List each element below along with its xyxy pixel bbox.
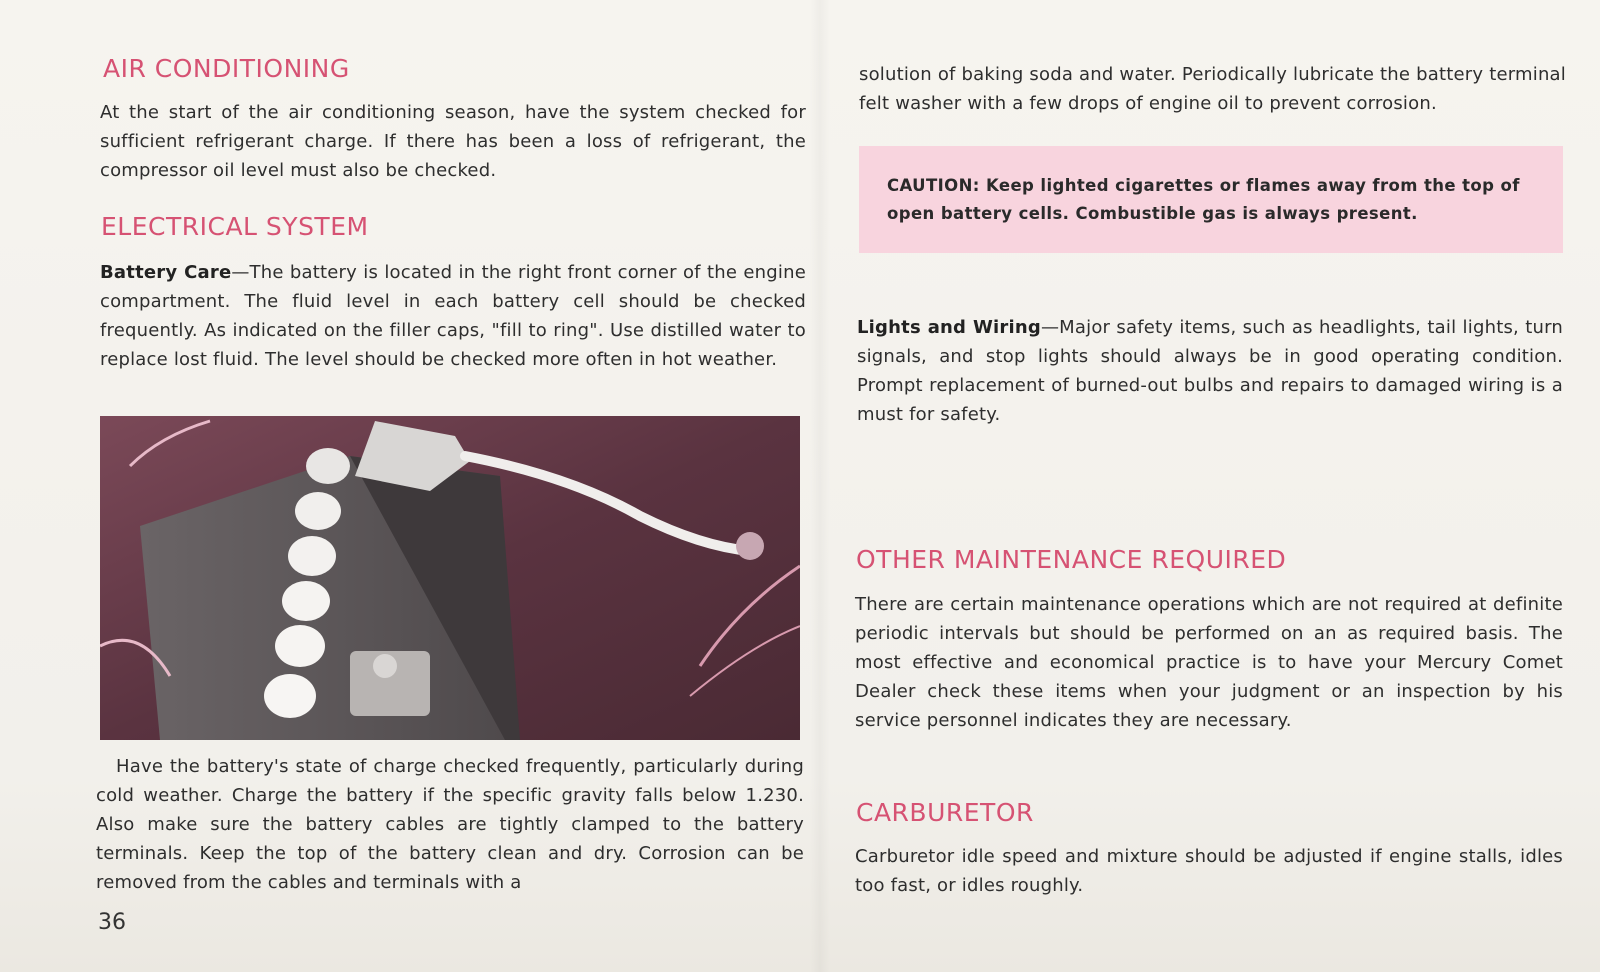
battery-continuation-text: solution of baking soda and water. Periodically lubricate the battery terminal felt washer with a few drops of engine oil to prevent corrosion. xyxy=(859,64,1566,114)
carburetor-text: Carburetor idle speed and mixture should be adjusted if engine stalls, idles too fast, or idles roughly. xyxy=(855,846,1563,896)
heading-electrical-system: ELECTRICAL SYSTEM xyxy=(101,212,369,241)
page-fold xyxy=(810,0,830,972)
caution-box xyxy=(859,146,1563,253)
lights-wiring-text xyxy=(857,313,1563,429)
caution-label: CAUTION: xyxy=(887,176,980,195)
battery-photo xyxy=(100,416,800,740)
other-maintenance-text: There are certain maintenance operations which are not required at definite periodic intervals but should be performed on an as required basis. The most effective and economical practice is to have your Mercury Comet Dealer check these items when your judgment or an inspection by his service personnel indicates they are necessary. xyxy=(855,594,1563,731)
page-number: 36 xyxy=(98,910,126,935)
air-conditioning-text: At the start of the air conditioning season, have the system checked for sufficient refrigerant charge. If there has been a loss of refrigerant, the compressor oil level must also be checked. xyxy=(100,102,806,181)
battery-charge-text: Have the battery's state of charge checked frequently, particularly during cold weather. Charge the battery if the specific gravity falls below 1.230. Also make sure the battery cables are tightly clamped to the battery terminals. Keep the top of the battery clean and dry. Corrosion can be removed from the cables and terminals with a xyxy=(96,756,804,893)
heading-other-maintenance: OTHER MAINTENANCE REQUIRED xyxy=(856,545,1287,574)
battery-care-label: Battery Care xyxy=(100,262,232,283)
battery-illustration xyxy=(100,416,800,740)
battery-care-text xyxy=(100,258,806,374)
lights-wiring-label: Lights and Wiring xyxy=(857,317,1041,338)
heading-air-conditioning: AIR CONDITIONING xyxy=(103,54,350,83)
battery-care-body: —The battery is located in the right front corner of the engine compartment. The fluid level in each battery cell should be checked frequently. As indicated on the filler caps, "fill to ring". Use distilled water to replace lost fluid. The level should be checked more often in hot weather. xyxy=(100,262,806,370)
caution-body: Keep lighted cigarettes or flames away from the top of open battery cells. Combustible gas is always present. xyxy=(887,176,1520,223)
caution-text xyxy=(887,172,1535,228)
heading-carburetor: CARBURETOR xyxy=(856,798,1034,827)
lights-wiring-body: —Major safety items, such as headlights, tail lights, turn signals, and stop lights should always be in good operating condition. Prompt replacement of burned-out bulbs and repairs to damaged wiring is a must for safety. xyxy=(857,317,1563,425)
